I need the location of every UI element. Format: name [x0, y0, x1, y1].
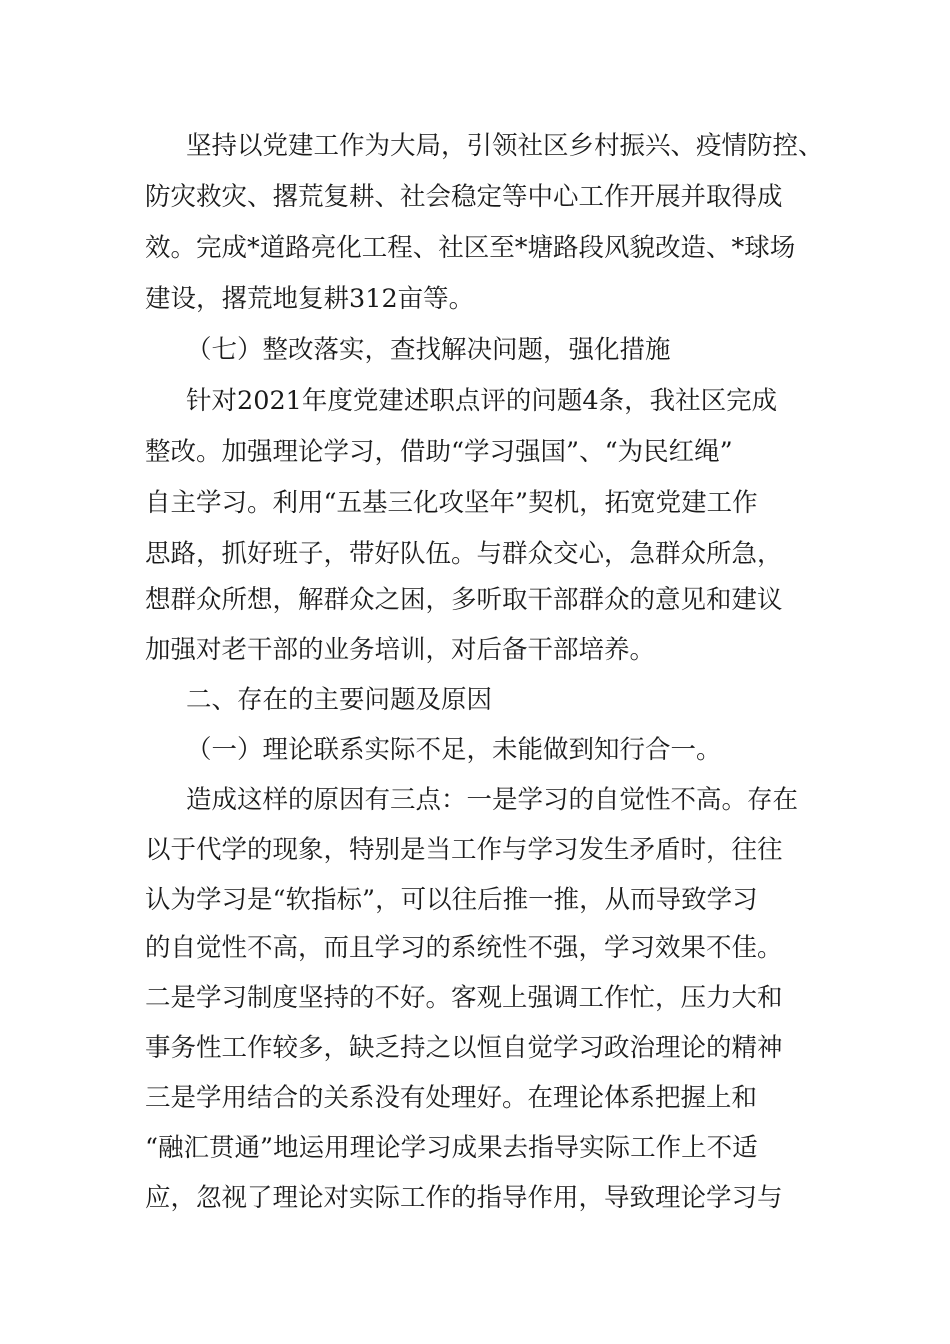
text-line: 认为学习是“软指标”，可以往后推一推，从而导致学习: [145, 885, 758, 915]
text-line: 以于代学的现象，特别是当工作与学习发生矛盾时，往往: [145, 835, 783, 865]
text-line: 自主学习。利用“五基三化攻坚年”契机，拓宽党建工作: [145, 488, 758, 518]
text-line: 针对2021年度党建述职点评的问题4条，我社区完成: [186, 386, 778, 416]
text-line: 思路，抓好班子，带好队伍。与群众交心，急群众所急，: [145, 539, 783, 569]
text-line: 坚持以党建工作为大局，引领社区乡村振兴、疫情防控、: [186, 131, 824, 161]
text-line: “融汇贯通”地运用理论学习成果去指导实际工作上不适: [145, 1133, 758, 1163]
text-line: 的自觉性不高，而且学习的系统性不强，学习效果不佳。: [145, 933, 783, 963]
section-heading: 二、存在的主要问题及原因: [186, 685, 493, 715]
text-line: 防灾救灾、撂荒复耕、社会稳定等中心工作开展并取得成: [145, 182, 783, 212]
section-heading: （一）理论联系实际不足，未能做到知行合一。: [186, 735, 722, 765]
text-line: 三是学用结合的关系没有处理好。在理论体系把握上和: [145, 1083, 758, 1113]
text-line: 效。完成*道路亮化工程、社区至*塘路段风貌改造、*球场: [145, 233, 796, 263]
text-line: 想群众所想，解群众之困，多听取干部群众的意见和建议: [145, 585, 783, 615]
text-line: 建设，撂荒地复耕312亩等。: [145, 284, 475, 314]
text-line: 事务性工作较多，缺乏持之以恒自觉学习政治理论的精神: [145, 1033, 783, 1063]
text-line: 二是学习制度坚持的不好。客观上强调工作忙，压力大和: [145, 983, 783, 1013]
text-line: 造成这样的原因有三点：一是学习的自觉性不高。存在: [186, 785, 799, 815]
text-line: 应，忽视了理论对实际工作的指导作用，导致理论学习与: [145, 1183, 783, 1213]
text-line: 整改。加强理论学习，借助“学习强国”、“为民红绳”: [145, 437, 733, 467]
text-line: 加强对老干部的业务培训，对后备干部培养。: [145, 635, 656, 665]
section-heading: （七）整改落实，查找解决问题，强化措施: [186, 335, 671, 365]
